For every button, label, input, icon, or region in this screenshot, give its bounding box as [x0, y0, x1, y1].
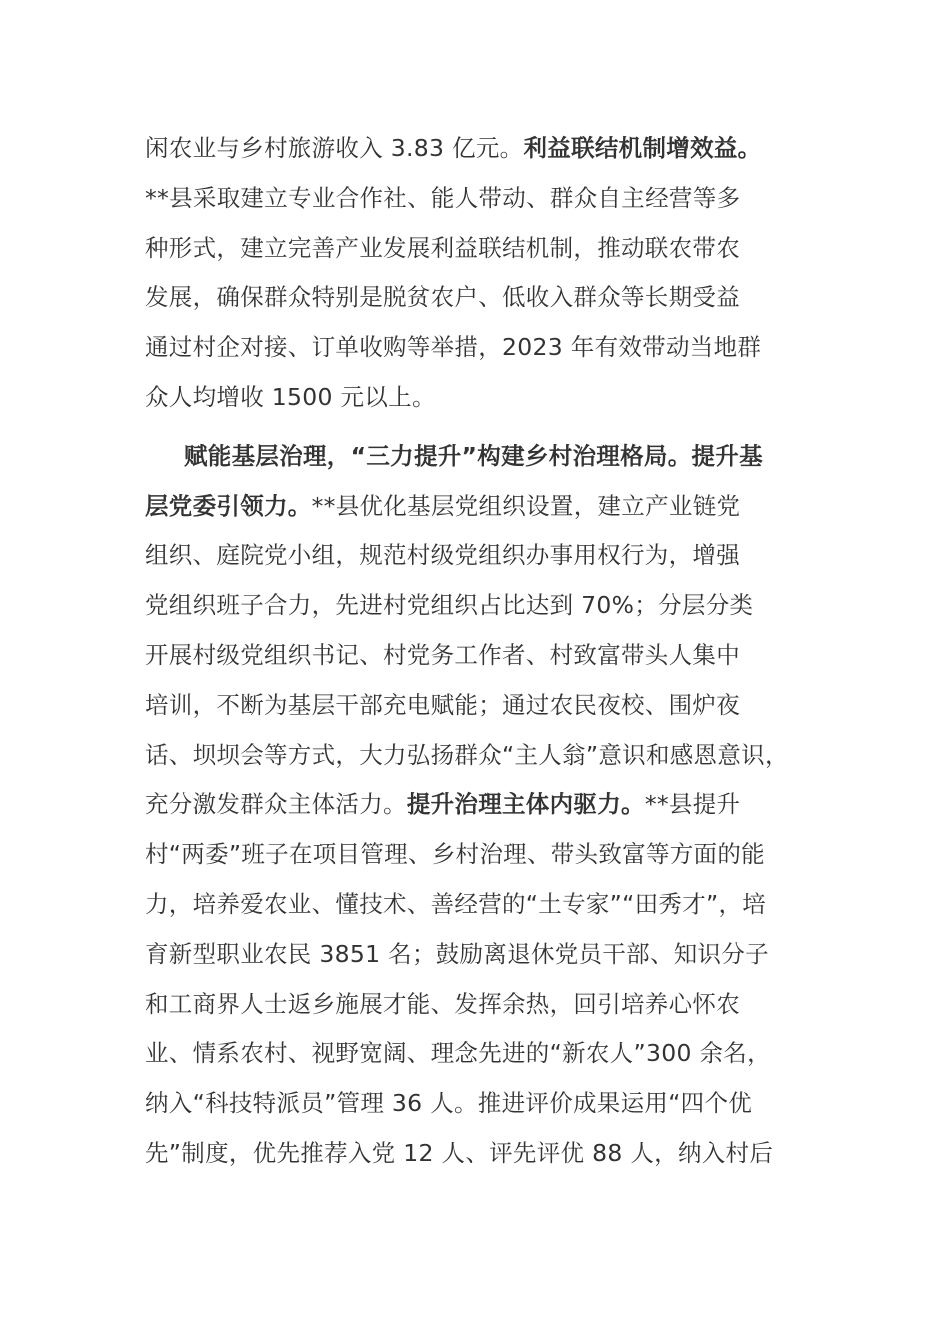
text-line [145, 880, 845, 930]
text-line [145, 174, 845, 224]
paragraph-grassroots-governance [145, 432, 845, 1179]
text-run: 村“两委”班子在项目管理、乡村治理、带头致富等方面的能 [145, 840, 765, 869]
text-line [145, 224, 845, 274]
text-run: 组织、庭院党小组，规范村级党组织办事用权行为，增强 [145, 541, 740, 570]
text-run: 发展，确保群众特别是脱贫农户、低收入群众等长期受益 [145, 283, 740, 312]
text-line [145, 273, 845, 323]
text-run: 先”制度，优先推荐入党 12 人、评先评优 88 人，纳入村后 [145, 1138, 774, 1167]
text-line [145, 930, 845, 980]
document-body [145, 124, 845, 1179]
text-line [145, 1129, 845, 1179]
text-line [145, 124, 845, 174]
text-run: 和工商界人士返乡施展才能、发挥余热，回引培养心怀农 [145, 989, 740, 1018]
text-run: 话、坝坝会等方式，大力弘扬群众“主人翁”意识和感恩意识， [145, 740, 789, 769]
text-line [145, 323, 845, 373]
text-run: **县提升 [644, 790, 741, 819]
text-run: 业、情系农村、视野宽阔、理念先进的“新农人”300 余名， [145, 1039, 771, 1068]
text-run: 种形式，建立完善产业发展利益联结机制，推动联农带农 [145, 233, 740, 262]
subheading-governance-drive: 提升治理主体内驱力。 [406, 790, 645, 819]
text-line [145, 581, 845, 631]
text-line [145, 531, 845, 581]
text-line [145, 1079, 845, 1129]
subheading-party-leadership: 层党委引领力。 [145, 491, 312, 520]
text-line [145, 731, 845, 781]
text-run: 开展村级党组织书记、村党务工作者、村致富带头人集中 [145, 640, 740, 669]
text-run: 纳入“科技特派员”管理 36 人。推进评价成果运用“四个优 [145, 1089, 753, 1118]
text-run: 通过村企对接、订单收购等举措，2023 年有效带动当地群 [145, 333, 762, 362]
text-run: 充分激发群众主体活力。 [145, 790, 407, 819]
text-line [145, 631, 845, 681]
heading-benefit-linkage: 利益联结机制增效益。 [523, 134, 762, 162]
text-run: 力，培养爱农业、懂技术、善经营的“土专家”“田秀才”，培 [145, 889, 767, 918]
text-line [145, 373, 845, 423]
paragraph-rural-tourism-benefits [145, 124, 845, 423]
text-line [145, 1029, 845, 1079]
text-line [145, 482, 845, 532]
text-run: 育新型职业农民 3851 名；鼓励离退休党员干部、知识分子 [145, 939, 769, 968]
text-run: **县采取建立专业合作社、能人带动、群众自主经营等多 [145, 183, 741, 212]
text-run: 党组织班子合力，先进村党组织占比达到 70%；分层分类 [145, 591, 754, 620]
section-heading: 赋能基层治理，“三力提升”构建乡村治理格局。提升基 [184, 441, 763, 470]
text-line [145, 780, 845, 830]
text-line [145, 830, 845, 880]
text-line [145, 681, 845, 731]
text-run: 众人均增收 1500 元以上。 [145, 382, 436, 411]
text-run: 闲农业与乡村旅游收入 3.83 亿元。 [145, 134, 524, 162]
text-line [145, 432, 845, 482]
text-line [145, 980, 845, 1030]
text-run: 培训，不断为基层干部充电赋能；通过农民夜校、围炉夜 [145, 690, 740, 719]
text-run: **县优化基层党组织设置，建立产业链党 [311, 491, 741, 520]
